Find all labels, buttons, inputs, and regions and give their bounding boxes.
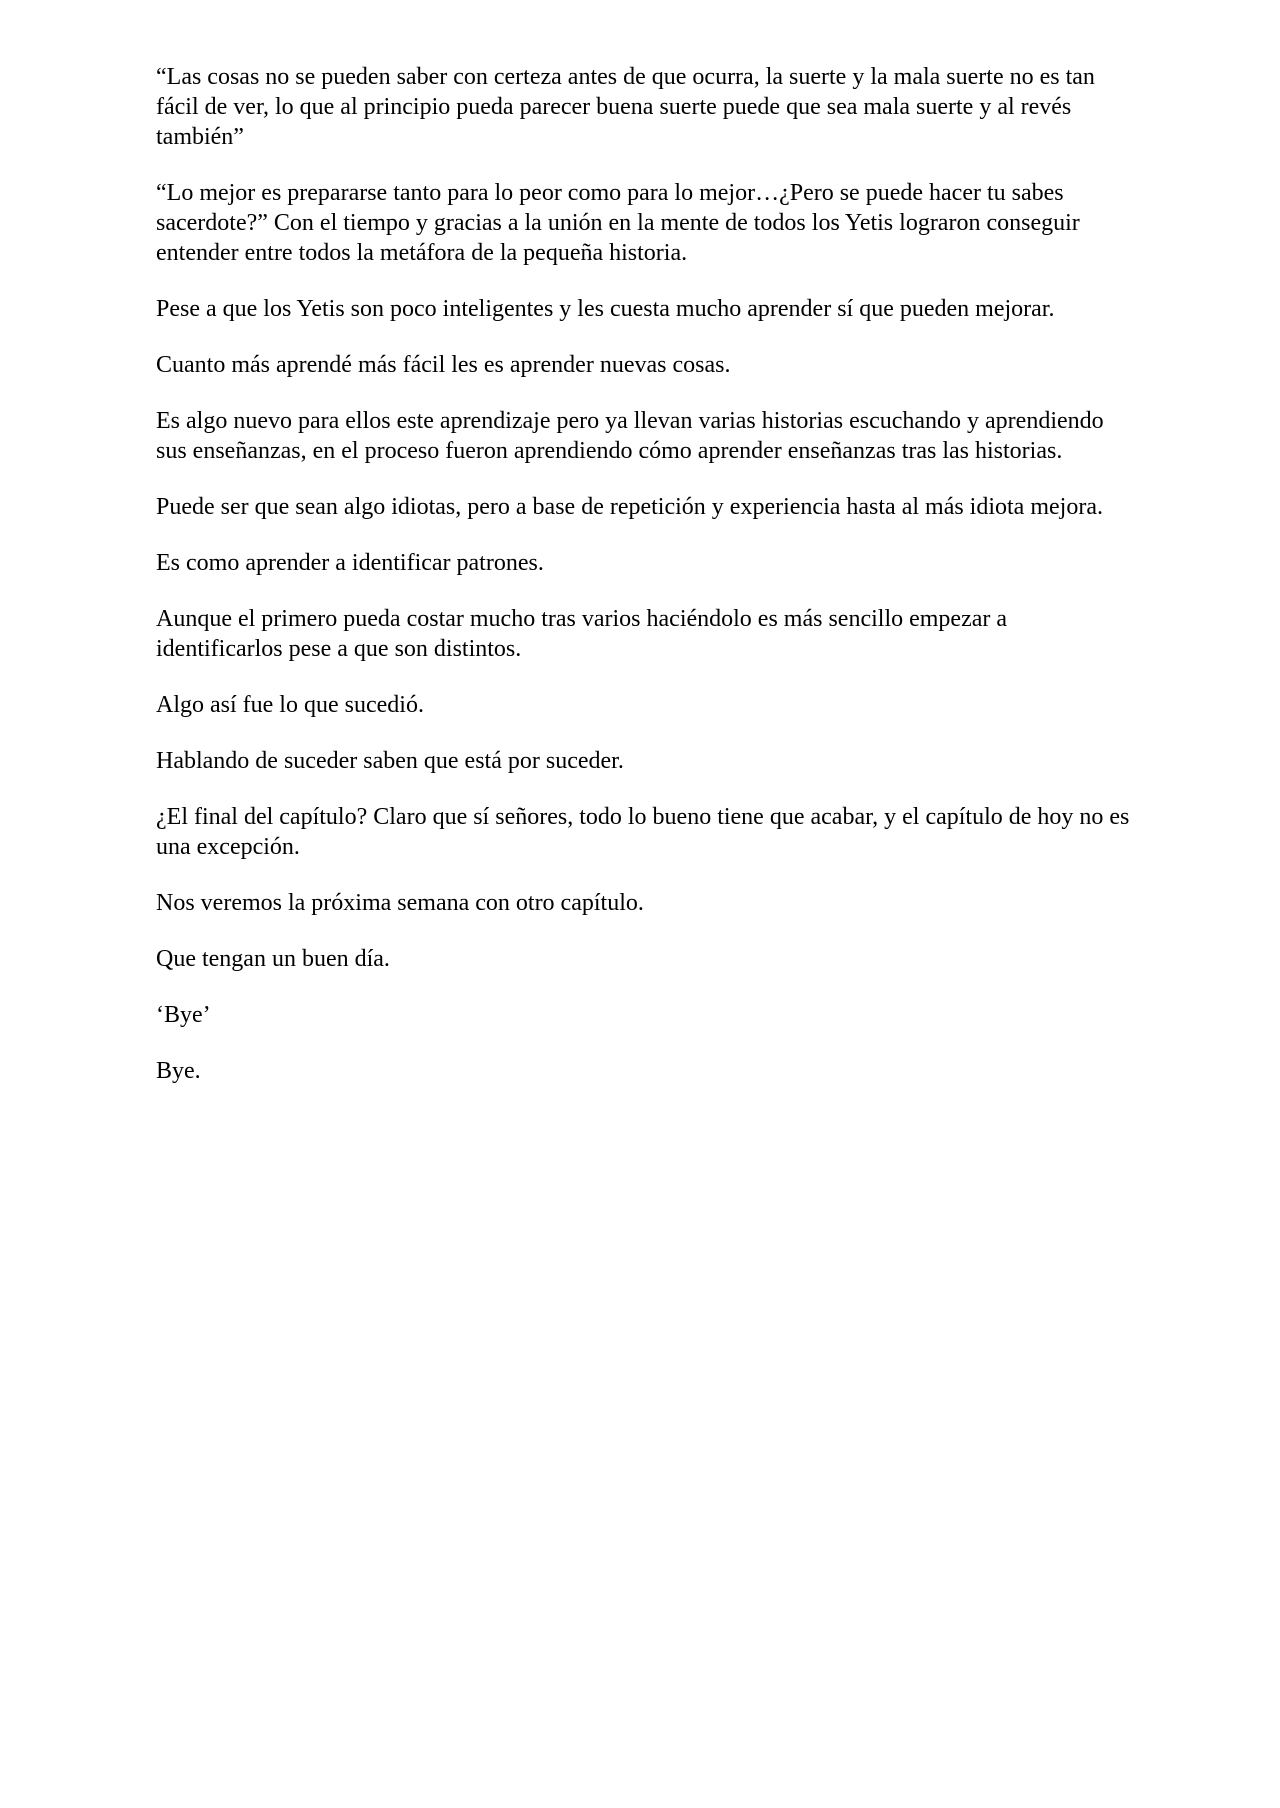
paragraph: Puede ser que sean algo idiotas, pero a base de repetición y experiencia hasta al más idiota mejora. [156, 494, 1103, 520]
paragraph: ‘Bye’ [156, 1002, 211, 1028]
paragraph: ¿El final del capítulo? Claro que sí señores, todo lo bueno tiene que acabar, y el capítulo de hoy no es una excepción. [156, 804, 1130, 860]
paragraph: Que tengan un buen día. [156, 946, 390, 972]
paragraph: Pese a que los Yetis son poco inteligentes y les cuesta mucho aprender sí que pueden mejorar. [156, 296, 1055, 322]
paragraph: Es como aprender a identificar patrones. [156, 550, 544, 576]
paragraph: Aunque el primero pueda costar mucho tras varios haciéndolo es más sencillo empezar a identificarlos pese a que son distintos. [156, 606, 1008, 662]
paragraph: Es algo nuevo para ellos este aprendizaje pero ya llevan varias historias escuchando y aprendiendo sus enseñanzas, en el proceso fueron aprendiendo cómo aprender enseñanzas tras las historias. [156, 408, 1104, 464]
paragraph: Algo así fue lo que sucedió. [156, 692, 424, 718]
document-body [156, 62, 1136, 1112]
paragraph: Bye. [156, 1058, 201, 1084]
paragraph: Nos veremos la próxima semana con otro capítulo. [156, 890, 644, 916]
paragraph: “Lo mejor es prepararse tanto para lo peor como para lo mejor…¿Pero se puede hacer tu sabes sacerdote?” Con el tiempo y gracias a la unión en la mente de todos los Yetis lograron conseguir entender entre todos la metáfora de la pequeña historia. [156, 180, 1080, 266]
paragraph: Hablando de suceder saben que está por suceder. [156, 748, 624, 774]
paragraph: “Las cosas no se pueden saber con certeza antes de que ocurra, la suerte y la mala suerte no es tan fácil de ver, lo que al principio pueda parecer buena suerte puede que sea mala suerte y al revés también” [156, 64, 1095, 150]
paragraph: Cuanto más aprendé más fácil les es aprender nuevas cosas. [156, 352, 731, 378]
